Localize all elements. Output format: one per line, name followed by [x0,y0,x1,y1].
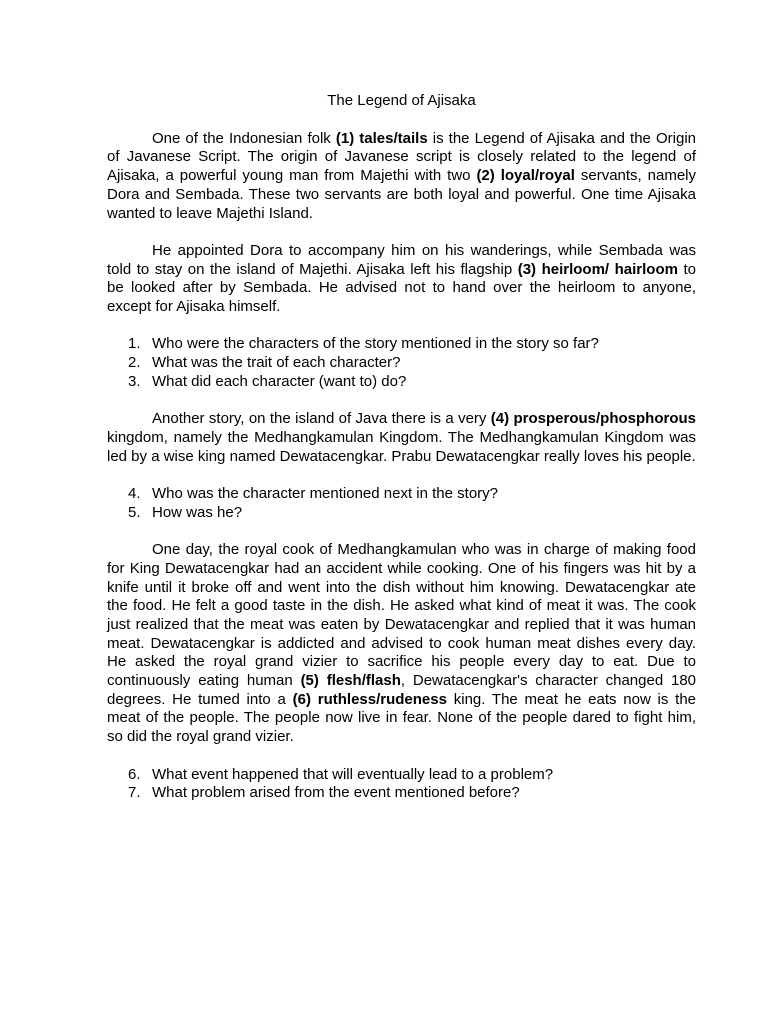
question-text: Who were the characters of the story mentioned in the story so far? [152,335,599,353]
vocab-choice-1: (1) tales/tails [335,129,428,147]
vocab-choice-3: (3) heirloom/ hairloom [517,260,678,278]
question-item [128,503,696,523]
paragraph-3 [107,410,696,466]
question-item [128,354,696,373]
question-item [128,372,696,392]
question-list-1 [107,335,696,391]
vocab-choice-2: (2) loyal/royal [476,167,575,185]
paragraph-text: One day, the royal cook of Medhangkamulan who was in charge of making food for King Dewatacengkar had an accident while cooking. One of his fingers was hit by a knife until it broke off and went into the dish without him knowing. Dewatacengkar ate the food. He felt a good taste in the dish. He asked what kind of meat it was. The cook just realized that the meat was eaten by Dewatacengkar and replied that it was human meat. Dewatacengkar is addicted and advised to cook human meat dishes every day. He asked the royal grand vizier to sacrifice his people every day to eat. Due to continuously eating human [107,541,696,690]
document-page [107,92,696,822]
paragraph-2 [107,242,696,317]
question-list-2 [107,485,696,522]
question-number: 1. [128,335,141,353]
vocab-choice-5: (5) flesh/flash [300,672,401,690]
vocab-choice-4: (4) prosperous/phosphorous [490,410,697,428]
question-number: 3. [128,372,141,390]
paragraph-text: , Dewatacengkar's character changed 180 degrees. He tumed into a [107,672,697,708]
question-number: 7. [128,784,141,802]
paragraph-text: One of the Indonesian folk [152,129,336,147]
question-number: 6. [128,765,141,783]
paragraph-text: kingdom, namely the Medhangkamulan Kingdom. The Medhangkamulan Kingdom was led by a wise king named Dewatacengkar. Prabu Dewatacengkar really loves his people. [107,428,696,465]
paragraph-text: He appointed Dora to accompany him on his wanderings, while Sembada was told to stay on the island of Majethi. Ajisaka left his flagship [107,241,696,278]
question-text: What problem arised from the event mentioned before? [152,784,520,802]
question-list-3 [107,766,696,803]
question-item [128,485,696,504]
paragraph-4 [107,541,696,747]
paragraph-text: king. The meat he eats now is the meat of the people. The people now live in fear. None of the people dared to fight him, so did the royal grand vizier. [107,690,697,746]
question-item [128,784,696,803]
question-text: What did each character (want to) do? [152,372,407,390]
paragraph-text: Another story, on the island of Java there is a very [152,410,491,428]
question-number: 5. [128,503,141,521]
vocab-choice-6: (6) ruthless/rudeness [292,690,447,708]
document-title: The Legend of Ajisaka [327,92,476,109]
paragraph-1 [107,130,696,224]
question-text: What event happened that will eventually lead to a problem? [152,765,554,783]
paragraph-text: to be looked after by Sembada. He advised not to hand over the heirloom to anyone, except for Ajisaka himself. [107,260,697,316]
question-text: Who was the character mentioned next in the story? [152,485,499,502]
question-item [128,335,696,354]
question-item [128,765,696,785]
question-number: 2. [128,354,141,372]
question-number: 4. [128,485,141,502]
paragraph-text: servants, namely Dora and Sembada. These two servants are both loyal and powerful. One time Ajisaka wanted to leave Majethi Island. [107,167,697,222]
paragraph-text: is the Legend of Ajisaka and the Origin of Javanese Script. The origin of Javanese script is closely related to the legend of Ajisaka, a powerful young man from Majethi with two [107,129,696,185]
question-text: How was he? [152,503,243,521]
question-text: What was the trait of each character? [152,354,401,372]
